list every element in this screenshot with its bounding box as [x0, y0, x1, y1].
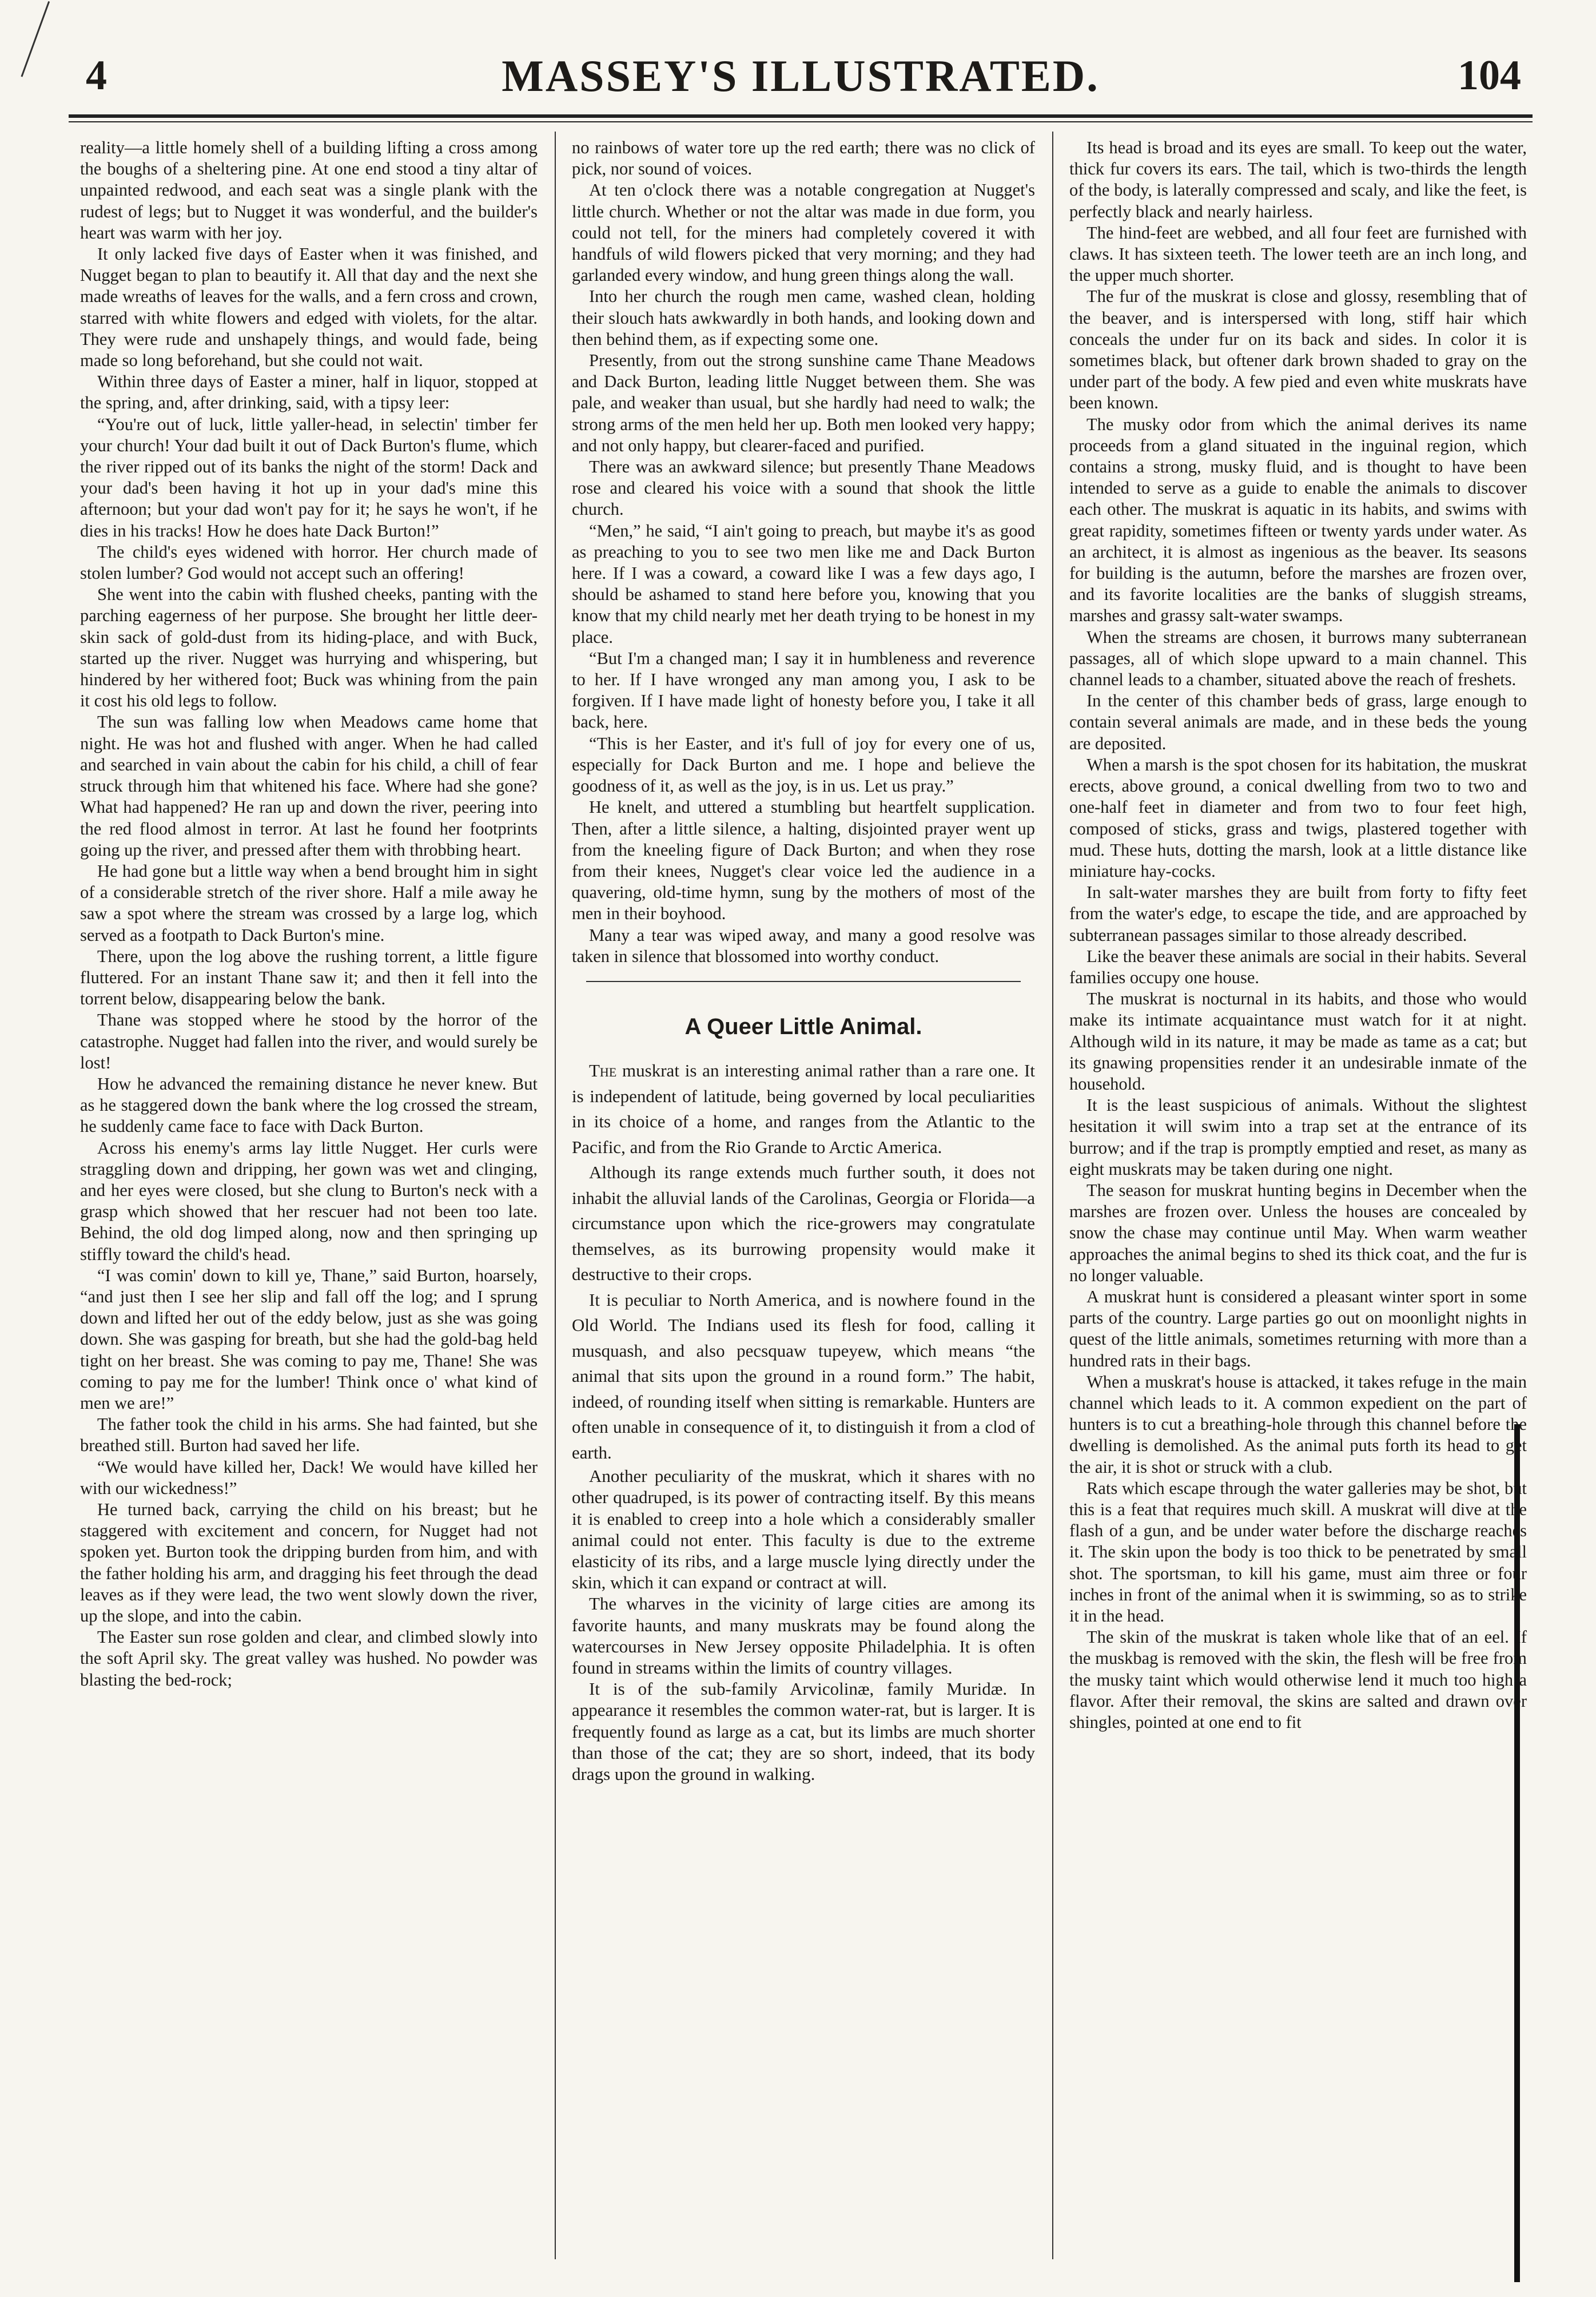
paragraph: Thane was stopped where he stood by the horror of the catastrophe. Nugget had fallen into the river, and would surely be lost! — [80, 1010, 538, 1072]
paragraph: It is the least suspicious of animals. Without the slightest hesitation it will swim into a trap set at the entrance of its burrow; and if the trap is promptly emptied and reset, as many as eight muskrats may be taken during one night. — [1069, 1095, 1527, 1179]
paragraph: Like the beaver these animals are social in their habits. Several families occupy one house. — [1069, 946, 1527, 987]
paragraph — [572, 1058, 1035, 1160]
paragraph: The hind-feet are webbed, and all four feet are furnished with claws. It has sixteen teeth. The lower teeth are an inch long, and the upper much shorter. — [1069, 222, 1527, 285]
paragraph: Many a tear was wiped away, and many a good resolve was taken in silence that blossomed into worthy conduct. — [572, 925, 1035, 966]
header-rule — [69, 121, 1533, 122]
paragraph: Another peculiarity of the muskrat, which it shares with no other quadruped, is its power of contracting itself. By this means it is enabled to creep into a hole which a considerably smaller animal could not enter. This faculty is due to the extreme elasticity of its ribs, and a large muscle lying directly under the skin, which it can expand or contract at will. — [572, 1466, 1035, 1593]
paragraph: no rainbows of water tore up the red earth; there was no click of pick, nor sound of voices. — [572, 138, 1035, 179]
paragraph: The Easter sun rose golden and clear, and climbed slowly into the soft April sky. The great valley was hushed. No powder was blasting the bed-rock; — [80, 1627, 538, 1690]
paragraph: How he advanced the remaining distance he never knew. But as he staggered down the bank where the log crossed the stream, he suddenly came face to face with Dack Burton. — [80, 1074, 538, 1136]
paragraph: There, upon the log above the rushing torrent, a little figure fluttered. For an instant Thane saw it; and then it fell into the torrent below, disappearing below the bank. — [80, 946, 538, 1009]
paragraph: “This is her Easter, and it's full of joy for every one of us, especially for Dack Burton and me. I hope and believe the goodness of it, as well as the joy, is in us. Let us pray.” — [572, 733, 1035, 796]
paragraph: Into her church the rough men came, washed clean, holding their slouch hats awkwardly in both hands, and looking down and then behind them, as if expecting some one. — [572, 287, 1035, 349]
paragraph: The fur of the muskrat is close and glossy, resembling that of the beaver, and is interspersed with long, stiff hair which conceals the under fur on its back and sides. In color it is sometimes black, but oftener dark brown shaded to gray on the under part of the body. A few pied and even white muskrats have been known. — [1069, 287, 1527, 413]
paragraph: reality—a little homely shell of a building lifting a cross among the boughs of a sheltering pine. At one end stood a tiny altar of unpainted redwood, and each seat was a single plank with the rudest of legs; but to Nugget it was wonderful, and the builder's heart was warm with her joy. — [80, 138, 538, 243]
newspaper-page — [69, 23, 1533, 2265]
paragraph: He had gone but a little way when a bend brought him in sight of a considerable stretch of the river shore. Half a mile away he saw a spot where the stream was crossed by a large log, which served as a footpath to Dack Burton's mine. — [80, 861, 538, 945]
paragraph: Although its range extends much further south, it does not inhabit the alluvial lands of the Carolinas, Georgia or Florida—a circumstance upon which the rice-growers may congratulate themselves, as its burrowing propensity would make it destructive to their crops. — [572, 1162, 1035, 1285]
paragraph: It only lacked five days of Easter when it was finished, and Nugget began to plan to beautify it. All that day and the next she made wreaths of leaves for the walls, and a fern cross and crown, starred with white flowers and edged with violets, for the altar. They were rude and unshapely things, and would fade, being made so long beforehand, but she could not wait. — [80, 244, 538, 371]
paragraph: When a marsh is the spot chosen for its habitation, the muskrat erects, above ground, a conical dwelling from two to two and one-half feet in diameter and from two to four feet high, composed of sticks, grass and twigs, plastered together with mud. These huts, dotting the marsh, look at a little distance like miniature hay-cocks. — [1069, 754, 1527, 881]
paragraph: When the streams are chosen, it burrows many subterranean passages, all of which slope upward to a main channel. This channel leads to a chamber, situated above the reach of freshets. — [1069, 627, 1527, 690]
paragraph: He turned back, carrying the child on his breast; but he staggered with excitement and concern, for Nugget had not spoken yet. Burton took the dripping burden from him, and with the father holding his arm, and dragging his feet through the dead leaves as if they were lead, the two went slowly down the river, up the slope, and into the cabin. — [80, 1500, 538, 1626]
paragraph: Rats which escape through the water galleries may be shot, but this is a feat that requires much skill. A muskrat will dive at the flash of a gun, and be under water before the discharge reaches it. The skin upon the body is too thick to be penetrated by small shot. The sportsman, to kill his game, must aim three or four inches in front of the animal when it is swimming, so as to strike it in the head. — [1069, 1478, 1527, 1626]
page-number-left: 4 — [86, 52, 107, 99]
lead-word: The — [589, 1060, 617, 1081]
paragraph: The sun was falling low when Meadows came home that night. He was hot and flushed with anger. When he had called and searched in vain about the cabin for his child, a chill of fear struck through him that whitened his face. Where had she gone? What had happened? He ran up and down the river, peering into the red flood almost in terror. At last he found her footprints going up the river, and pressed after them with throbbing heart. — [80, 712, 538, 860]
paragraph: He knelt, and uttered a stumbling but heartfelt supplication. Then, after a little silence, a halting, disjointed prayer went up from the kneeling figure of Dack Burton; and when they rose from their knees, Nugget's clear voice led the audience in a quavering, old-time hymn, sung by the mothers of most of the men in their boyhood. — [572, 797, 1035, 924]
column-3 — [1069, 137, 1527, 2254]
article-title: A Queer Little Animal. — [684, 1014, 922, 1039]
corner-scan-mark — [21, 1, 55, 79]
paragraph: In salt-water marshes they are built from forty to fifty feet from the water's edge, to escape the tide, and are approached by subterranean passages similar to those already described. — [1069, 883, 1527, 945]
binding-edge-mark — [1514, 1424, 1520, 2282]
paragraph: There was an awkward silence; but presently Thane Meadows rose and cleared his voice with a sound that shook the little church. — [572, 457, 1035, 519]
paragraph: “I was comin' down to kill ye, Thane,” said Burton, hoarsely, “and just then I see her slip and fall off the log; and I sprung down and lifted her out of the eddy below, just as she was going down. She was gasping for breath, but she had the gold-bag held tight on her breast. She was coming to pay me, Thane! She was coming to pay me for the lumber! Think once o' what kind of men we are!” — [80, 1265, 538, 1413]
paragraph: “You're out of luck, little yaller-head, in selectin' timber fer your church! Your dad built it out of Dack Burton's flume, which the river ripped out of its banks the night of the storm! Dack and your dad's been having it hot up in your dad's mine this afternoon; but your dad won't pay for it; he says he won't, if he dies in his tracks! How he does hate Dack Burton!” — [80, 414, 538, 541]
paragraph: The muskrat is nocturnal in its habits, and those who would make its intimate acquaintance must watch for it at night. Although wild in its nature, it may be made as tame as a cat; but its gnawing propensities render it an undesirable inmate of the household. — [1069, 989, 1527, 1094]
lead-text: muskrat is an interesting animal rather than a rare one. It is independent of latitude, being governed by local peculiarities in its choice of a home, and ranges from the Atlantic to the Pacific, and from the Rio Grande to Arctic America. — [572, 1060, 1035, 1157]
paragraph: Across his enemy's arms lay little Nugget. Her curls were straggling down and dripping, her gown was wet and clinging, and her eyes were closed, but she clung to Burton's neck with a grasp which showed that her rescuer had not been too late. Behind, the old dog limped along, now and then springing up stiffly toward the child's head. — [80, 1138, 538, 1264]
paragraph: The musky odor from which the animal derives its name proceeds from a gland situated in the inguinal region, which contains a strong, musky fluid, and is thought to have been intended to serve as a guide to enable the animals to discover each other. The muskrat is aquatic in its habits, and swims with great rapidity, sometimes fifteen or twenty yards under water. As an architect, it is almost as ingenious as the beaver. Its seasons for building is the autumn, before the marshes are frozen over, and its favorite localities are the banks of sluggish streams, marshes and grassy salt-water swamps. — [1069, 414, 1527, 626]
article-queer-little-animal — [572, 1016, 1035, 1785]
paragraph: It is peculiar to North America, and is nowhere found in the Old World. The Indians used its flesh for food, calling it musquash, and also pecsquaw tupeyew, which means “the animal that sits upon the ground in a round form.” The habit, indeed, of rounding itself when sitting is remarkable. Hunters are often unable in consequence of it, to distinguish it from a clod of earth. — [572, 1289, 1035, 1463]
paragraph: In the center of this chamber beds of grass, large enough to contain several animals are made, and in these beds the young are deposited. — [1069, 691, 1527, 753]
paragraph: Its head is broad and its eyes are small. To keep out the water, thick fur covers its ears. The tail, which is two-thirds the length of the body, is laterally compressed and scaly, and like the feet, is perfectly black and nearly hairless. — [1069, 138, 1527, 221]
paragraph: At ten o'clock there was a notable congregation at Nugget's little church. Whether or not the altar was made in due form, you could not tell, for the miners had completely covered it with handfuls of wild flowers picked that very morning; and they had garlanded every window, and hung green things along the wall. — [572, 180, 1035, 285]
paragraph: A muskrat hunt is considered a pleasant winter sport in some parts of the country. Large parties go out on moonlight nights in quest of the little animals, sometimes returning with more than a hundred rats in their bags. — [1069, 1286, 1527, 1370]
paragraph: The season for muskrat hunting begins in December when the marshes are frozen over. Unless the houses are concealed by snow the chase may continue until May. When warm weather approaches the animal begins to shed its thick coat, and the fur is no longer valuable. — [1069, 1180, 1527, 1285]
column-1 — [80, 137, 538, 2254]
masthead-title: MASSEY'S ILLUSTRATED. — [502, 51, 1100, 101]
paragraph: “Men,” he said, “I ain't going to preach, but maybe it's as good as preaching to you to see two men like me and Dack Burton here. If I was a coward, a coward like I was a few days ago, I should be ashamed to stand here before you, knowing that you know that my child nearly met her death trying to be honest in my place. — [572, 520, 1035, 647]
paragraph: Within three days of Easter a miner, half in liquor, stopped at the spring, and, after drinking, said, with a tipsy leer: — [80, 372, 538, 413]
paragraph: The wharves in the vicinity of large cities are among its favorite haunts, and many muskrats may be found along the watercourses in New Jersey opposite Philadelphia. It is often found in streams within the limits of country villages. — [572, 1593, 1035, 1678]
column-divider — [555, 132, 556, 2259]
paragraph: “We would have killed her, Dack! We would have killed her with our wickedness!” — [80, 1457, 538, 1498]
paragraph: Presently, from out the strong sunshine came Thane Meadows and Dack Burton, leading little Nugget between them. She was pale, and weaker than usual, but she hardly had need to walk; the strong arms of the men held her up. Both men looked very happy; and not only happy, but clearer-faced and purified. — [572, 351, 1035, 455]
paragraph: The skin of the muskrat is taken whole like that of an eel. If the muskbag is removed with the skin, the flesh will be free from the musky taint which would otherwise lend it much too high a flavor. After their removal, the skins are salted and drawn over shingles, pointed at one end to fit — [1069, 1627, 1527, 1732]
page-header — [69, 34, 1533, 118]
column-divider — [1052, 132, 1053, 2259]
paragraph: “But I'm a changed man; I say it in humbleness and reverence to her. If I have wronged any man among you, I ask to be forgiven. If I have made light of honesty before you, I take it all back, here. — [572, 648, 1035, 732]
paragraph: When a muskrat's house is attacked, it takes refuge in the main channel which leads to it. A common expedient on the part of hunters is to cut a breathing-hole through this channel before the dwelling is demolished. As the animal puts forth its head to get the air, it is shot or struck with a club. — [1069, 1372, 1527, 1477]
paragraph: It is of the sub-family Arvicolinæ, family Muridæ. In appearance it resembles the common water-rat, but is larger. It is frequently found as large as a cat, but its limbs are much shorter than those of the cat; they are so short, indeed, that its body drags upon the ground in walking. — [572, 1679, 1035, 1784]
paragraph: The father took the child in his arms. She had fainted, but she breathed still. Burton had saved her life. — [80, 1414, 538, 1456]
paragraph: The child's eyes widened with horror. Her church made of stolen lumber? God would not accept such an offering! — [80, 542, 538, 583]
story-end-rule — [586, 981, 1021, 982]
column-2 — [572, 137, 1035, 2254]
paragraph: She went into the cabin with flushed cheeks, panting with the parching eagerness of her purpose. She brought her little deer-skin sack of gold-dust from its hiding-place, and with Buck, started up the river. Nugget was hurrying and whispering, but hindered by her withered foot; Buck was whining from the pain it cost his old legs to follow. — [80, 585, 538, 711]
page-number-right: 104 — [1458, 52, 1521, 99]
